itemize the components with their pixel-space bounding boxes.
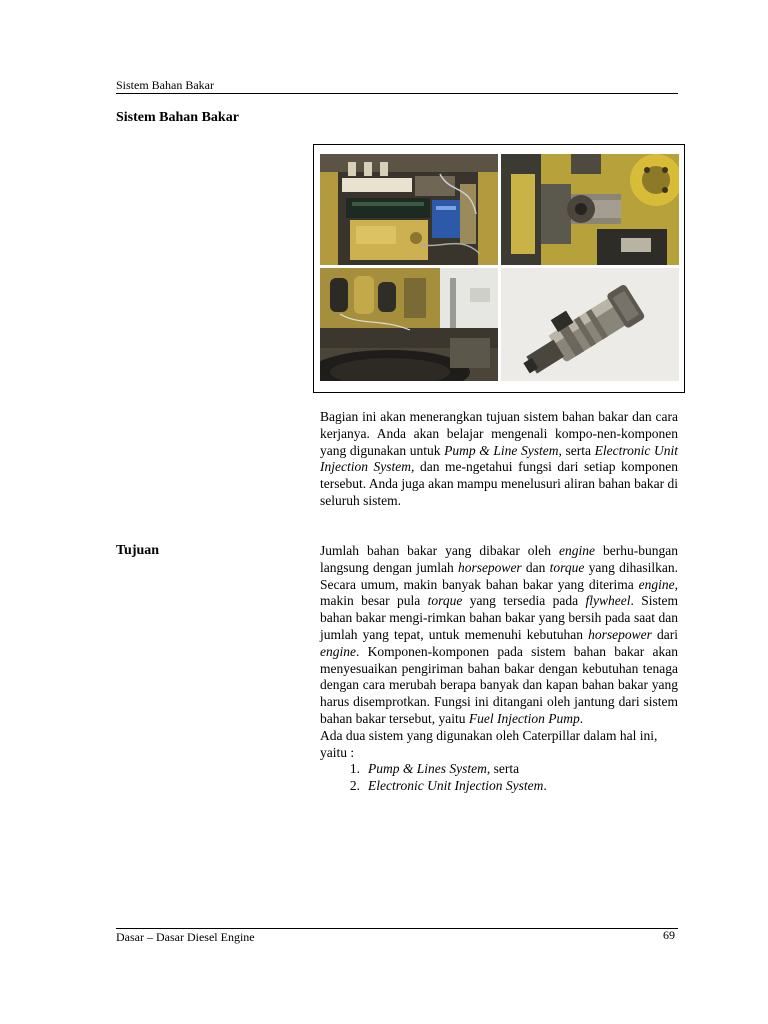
fuel-pump-assembly-photo [501, 154, 679, 265]
tujuan-paragraph: Jumlah bahan bakar yang dibakar oleh engine berhu-bungan langsung dengan jumlah horsepower dan torque yang dihasilkan. Secara umum, makin banyak bahan bakar yang diterima engine, makin besar pula torque yang tersedia pada flywheel. Sistem bahan bakar mengi-rimkan bahan bakar yang bersih pada saat dan jumlah yang tepat, untuk memenuhi kebutuhan horsepower dari engine. Komponen-komponen pada sistem bahan bakar akan menyesuaikan pengiriman bahan bakar dengan kebutuhan tenaga dengan cara merubah berapa banyak dan kapan bahan bakar yang harus disemprotkan. Fungsi ini ditangani oleh jantung dari sistem bahan bakar tersebut, yaitu Fuel Injection Pump. [320, 543, 678, 726]
engine-fuel-lines-photo [320, 268, 498, 381]
header-rule [116, 93, 678, 94]
systems-intro-paragraph: Ada dua sistem yang digunakan oleh Caterpillar dalam hal ini, yaitu : [320, 727, 658, 760]
systems-list [320, 761, 678, 795]
page-number: 69 [663, 928, 675, 942]
intro-paragraph: Bagian ini akan menerangkan tujuan sistem bahan bakar dan cara kerjanya. Anda akan belajar mengenali kompo-nen-komponen yang digunakan untuk Pump & Line System, serta Electronic Unit Injection System, dan me-ngetahui fungsi dari setiap komponen tersebut. Anda juga akan mampu menelusuri aliran bahan bakar di seluruh sistem. [320, 409, 678, 508]
unit-injector-photo [501, 268, 679, 381]
electronic-control-module-photo [320, 154, 498, 265]
footer-book-title: Dasar – Dasar Diesel Engine [116, 930, 255, 944]
figure-photo-grid [313, 144, 685, 393]
footer-rule [116, 928, 678, 929]
list-item: 1. Pump & Lines System, serta [349, 761, 520, 777]
intro-paragraph-block [320, 409, 678, 510]
running-header-title: Sistem Bahan Bakar [116, 78, 214, 92]
tujuan-section-body [320, 543, 678, 795]
tujuan-heading: Tujuan [116, 543, 160, 558]
list-item: 2. Electronic Unit Injection System. [349, 778, 547, 794]
section-title: Sistem Bahan Bakar [116, 110, 239, 125]
